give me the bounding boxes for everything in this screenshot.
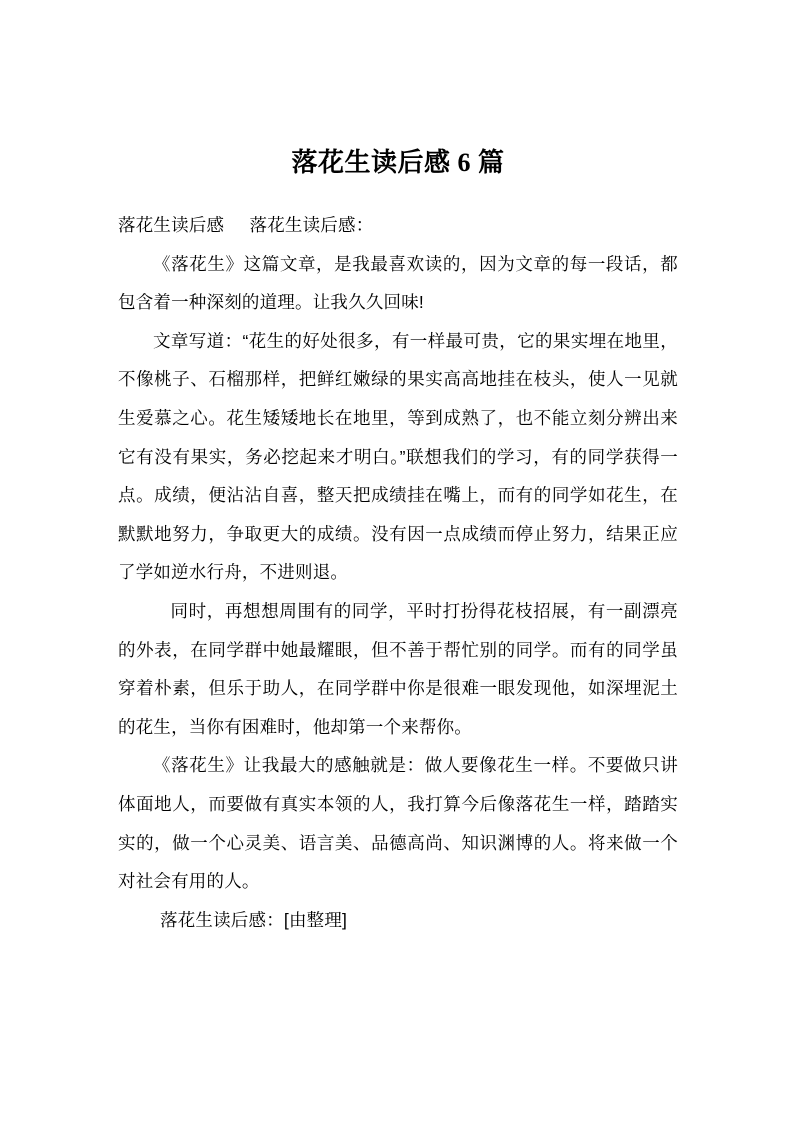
paragraph-5-source-note: 落花生读后感：[由整理] xyxy=(160,909,348,930)
document-body xyxy=(118,206,678,939)
paragraph-2: 文章写道：“花生的好处很多，有一样最可贵，它的果实埋在地里，不像桃子、石榴那样，把鲜红嫩绿的果实高高地挂在枝头，使人一见就生爱慕之心。花生矮矮地长在地里，等到成熟了，也不能立刻分辨出来它有没有果实，务必挖起来才明白。”联想我们的学习，有的同学获得一点。成绩，便沾沾自喜，整天把成绩挂在嘴上，而有的同学如花生，在默默地努力，争取更大的成绩。没有因一点成绩而停止努力，结果正应了学如逆水行舟，不进则退。 xyxy=(118,330,678,583)
paragraph-4: 《落花生》让我最大的感触就是：做人要像花生一样。不要做只讲体面地人，而要做有真实本领的人，我打算今后像落花生一样，踏踏实实的，做一个心灵美、语言美、品德高尚、知识渊博的人。将来做一个对社会有用的人。 xyxy=(118,755,678,892)
header-line: 落花生读后感 落花生读后感： xyxy=(118,215,374,235)
paragraph-1: 《落花生》这篇文章，是我最喜欢读的，因为文章的每一段话，都包含着一种深刻的道理。让我久久回味! xyxy=(118,253,678,313)
page-title: 落花生读后感 6 篇 xyxy=(291,148,505,177)
paragraph-3: 同时，再想想周围有的同学，平时打扮得花枝招展，有一副漂亮的外表，在同学群中她最耀眼，但不善于帮忙别的同学。而有的同学虽穿着朴素，但乐于助人，在同学群中你是很难一眼发现他，如深埋泥土的花生，当你有困难时，他却第一个来帮你。 xyxy=(118,600,678,737)
